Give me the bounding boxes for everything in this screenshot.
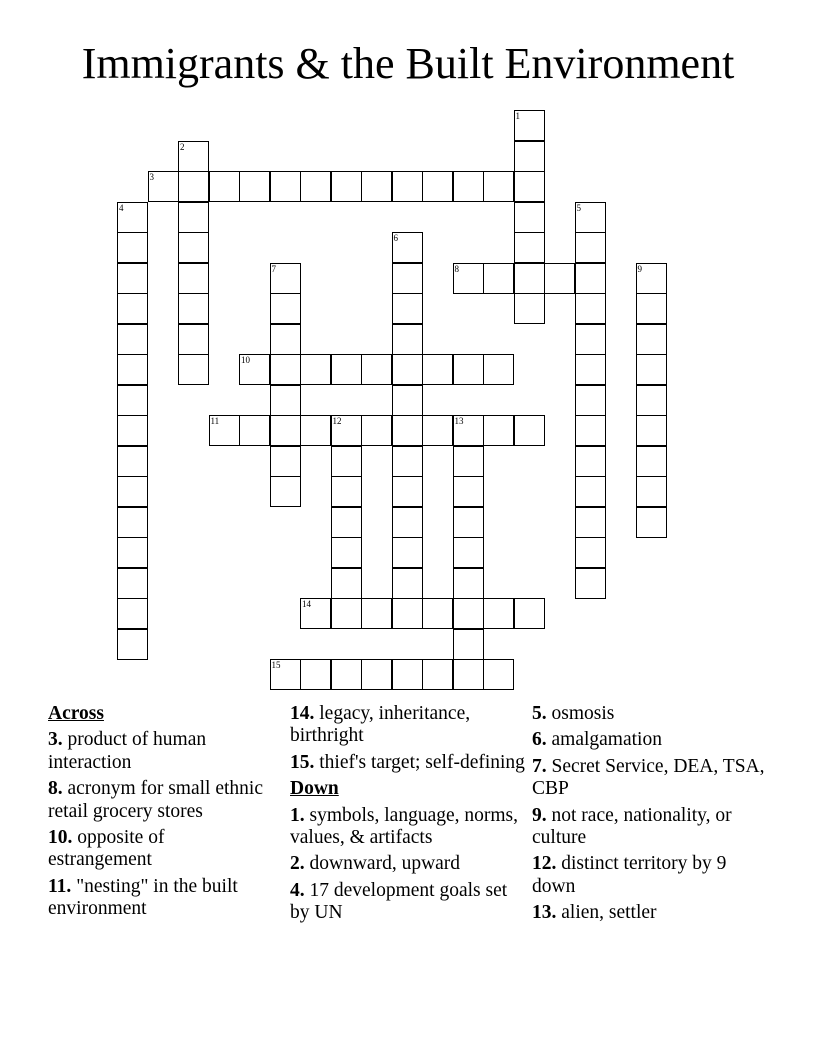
clue-number: 13.: [532, 902, 557, 924]
clue-text: opposite of estrangement: [48, 827, 165, 871]
grid-cell[interactable]: [453, 598, 484, 629]
grid-cell[interactable]: [636, 385, 667, 416]
grid-cell[interactable]: [209, 171, 240, 202]
grid-cell[interactable]: [117, 446, 148, 477]
grid-cell[interactable]: [392, 568, 423, 599]
grid-cell[interactable]: [422, 598, 453, 629]
grid-cell[interactable]: [514, 598, 545, 629]
grid-cell[interactable]: [392, 324, 423, 355]
grid-cell[interactable]: [178, 354, 209, 385]
clue-text: osmosis: [551, 703, 615, 724]
grid-cell[interactable]: [392, 507, 423, 538]
page-title: Immigrants & the Built Environment: [81, 39, 735, 88]
grid-cell[interactable]: [514, 293, 545, 324]
grid-cell[interactable]: [331, 537, 362, 568]
grid-cell[interactable]: [300, 171, 331, 202]
clue-text: distinct territory by 9 down: [532, 853, 727, 897]
grid-cell[interactable]: [575, 415, 606, 446]
grid-cell[interactable]: [514, 232, 545, 263]
grid-cell[interactable]: [239, 354, 270, 385]
down-clue-12: [532, 853, 772, 898]
grid-cell[interactable]: [331, 568, 362, 599]
grid-cell[interactable]: [239, 171, 270, 202]
grid-cell[interactable]: [514, 110, 545, 141]
grid-cell[interactable]: [453, 507, 484, 538]
grid-cell[interactable]: [483, 659, 514, 690]
grid-cell[interactable]: [575, 232, 606, 263]
grid-cell[interactable]: [392, 476, 423, 507]
grid-cell[interactable]: [117, 293, 148, 324]
grid-cell[interactable]: [514, 263, 545, 294]
grid-cell[interactable]: [575, 202, 606, 233]
grid-cell[interactable]: [636, 263, 667, 294]
grid-cell[interactable]: [636, 507, 667, 538]
grid-cell[interactable]: [361, 659, 392, 690]
grid-cell[interactable]: [178, 324, 209, 355]
cell-number: 10: [241, 355, 250, 365]
grid-cell[interactable]: [117, 476, 148, 507]
grid-cell[interactable]: [178, 141, 209, 172]
clue-text: not race, nationality, or culture: [532, 804, 732, 849]
grid-cell[interactable]: [178, 263, 209, 294]
grid-cell[interactable]: [300, 354, 331, 385]
grid-cell[interactable]: [331, 446, 362, 477]
grid-cell[interactable]: [270, 476, 301, 507]
clue-number: 7.: [532, 755, 547, 777]
grid-cell[interactable]: [117, 263, 148, 294]
clue-number: 12.: [532, 853, 557, 875]
grid-cell[interactable]: [575, 568, 606, 599]
grid-cell[interactable]: [178, 202, 209, 233]
grid-cell[interactable]: [575, 385, 606, 416]
grid-cell[interactable]: [239, 415, 270, 446]
cell-number: 12: [332, 416, 342, 426]
grid-cell[interactable]: [117, 385, 148, 416]
grid-cell[interactable]: [422, 354, 453, 385]
clue-number: 1.: [290, 804, 305, 826]
grid-cell[interactable]: [117, 415, 148, 446]
grid-cell[interactable]: [117, 598, 148, 629]
grid-cell[interactable]: [178, 293, 209, 324]
grid-cell[interactable]: [514, 171, 545, 202]
down-clue-5: [532, 703, 772, 725]
grid-cell[interactable]: [331, 476, 362, 507]
down-clue-2: [290, 853, 530, 875]
grid-cell[interactable]: [331, 659, 362, 690]
clue-text: symbols, language, norms, values, & artifacts: [290, 804, 519, 849]
grid-cell[interactable]: [514, 141, 545, 172]
down-clue-7: [532, 756, 772, 801]
across-clue-15: [290, 752, 530, 774]
grid-cell[interactable]: [117, 629, 148, 660]
grid-cell[interactable]: [392, 171, 423, 202]
grid-cell[interactable]: [575, 507, 606, 538]
grid-cell[interactable]: [270, 659, 301, 690]
grid-cell[interactable]: [331, 598, 362, 629]
cell-number: 1: [515, 111, 520, 121]
grid-cell[interactable]: [453, 476, 484, 507]
grid-cell[interactable]: [148, 171, 179, 202]
grid-cell[interactable]: [300, 659, 331, 690]
grid-cell[interactable]: [300, 415, 331, 446]
grid-cell[interactable]: [270, 171, 301, 202]
cell-number: 15: [271, 660, 281, 670]
clue-number: 6.: [532, 729, 547, 751]
grid-cell[interactable]: [392, 446, 423, 477]
grid-cell[interactable]: [331, 354, 362, 385]
down-clue-4: [290, 880, 530, 925]
grid-cell[interactable]: [209, 415, 240, 446]
across-clue-10: [48, 827, 273, 872]
grid-cell[interactable]: [392, 659, 423, 690]
grid-cell[interactable]: [453, 171, 484, 202]
grid-cell[interactable]: [422, 415, 453, 446]
grid-cell[interactable]: [453, 354, 484, 385]
grid-cell[interactable]: [636, 354, 667, 385]
across-heading: Across: [48, 703, 104, 724]
clue-text: amalgamation: [551, 729, 662, 751]
down-clue-6: [532, 729, 772, 751]
cell-number: 3: [149, 172, 154, 182]
cell-number: 11: [210, 416, 220, 426]
grid-cell[interactable]: [270, 385, 301, 416]
clue-text: 17 development goals set by UN: [290, 879, 508, 924]
clues-column-3: [532, 703, 772, 929]
grid-cell[interactable]: [636, 415, 667, 446]
grid-cell[interactable]: [392, 293, 423, 324]
grid-cell[interactable]: [361, 415, 392, 446]
grid-cell[interactable]: [575, 324, 606, 355]
grid-cell[interactable]: [575, 476, 606, 507]
clue-text: legacy, inheritance, birthright: [290, 703, 471, 747]
grid-cell[interactable]: [575, 446, 606, 477]
grid-cell[interactable]: [453, 629, 484, 660]
grid-cell[interactable]: [392, 415, 423, 446]
across-clue-8: [48, 778, 273, 823]
clue-text: thief's target; self-defining: [319, 751, 525, 773]
grid-cell[interactable]: [636, 446, 667, 477]
grid-cell[interactable]: [270, 354, 301, 385]
clue-number: 11.: [48, 875, 72, 897]
grid-cell[interactable]: [117, 568, 148, 599]
cell-number: 14: [302, 599, 311, 609]
grid-cell[interactable]: [422, 659, 453, 690]
cell-number: 13: [454, 416, 464, 426]
across-clue-3: [48, 729, 273, 774]
grid-cell[interactable]: [117, 202, 148, 233]
grid-cell[interactable]: [514, 202, 545, 233]
grid-cell[interactable]: [117, 324, 148, 355]
grid-cell[interactable]: [361, 354, 392, 385]
grid-cell[interactable]: [453, 568, 484, 599]
down-clue-1: [290, 805, 530, 850]
grid-cell[interactable]: [575, 263, 606, 294]
grid-cell[interactable]: [392, 385, 423, 416]
clue-text: acronym for small ethnic retail grocery stores: [48, 778, 263, 822]
grid-cell[interactable]: [483, 354, 514, 385]
grid-cell[interactable]: [117, 354, 148, 385]
grid-cell[interactable]: [331, 507, 362, 538]
cell-number: 6: [393, 233, 398, 243]
grid-cell[interactable]: [117, 232, 148, 263]
grid-cell[interactable]: [636, 293, 667, 324]
cell-number: 5: [576, 202, 581, 213]
grid-cell[interactable]: [361, 171, 392, 202]
grid-cell[interactable]: [392, 232, 423, 263]
grid-cell[interactable]: [636, 476, 667, 507]
grid-cell[interactable]: [331, 171, 362, 202]
grid-cell[interactable]: [483, 415, 514, 446]
grid-cell[interactable]: [361, 598, 392, 629]
grid-cell[interactable]: [483, 263, 514, 294]
clue-number: 8.: [48, 778, 63, 800]
grid-cell[interactable]: [422, 171, 453, 202]
down-heading: Down: [290, 778, 339, 800]
cell-number: 4: [119, 202, 124, 213]
clue-number: 14.: [290, 703, 315, 724]
down-clue-13: [532, 902, 772, 924]
clue-number: 5.: [532, 703, 547, 724]
clue-text: Secret Service, DEA, TSA, CBP: [532, 755, 765, 800]
clue-text: downward, upward: [309, 853, 461, 875]
clue-number: 2.: [290, 853, 305, 875]
grid-cell[interactable]: [636, 324, 667, 355]
grid-cell[interactable]: [392, 354, 423, 385]
cell-number: 8: [454, 263, 459, 274]
grid-cell[interactable]: [270, 324, 301, 355]
grid-cell[interactable]: [117, 507, 148, 538]
clue-text: "nesting" in the built environment: [48, 875, 238, 920]
grid-cell[interactable]: [331, 415, 362, 446]
grid-cell[interactable]: [270, 446, 301, 477]
grid-cell[interactable]: [270, 415, 301, 446]
grid-cell[interactable]: [453, 415, 484, 446]
cell-number: 2: [180, 141, 185, 152]
grid-cell[interactable]: [575, 537, 606, 568]
grid-cell[interactable]: [453, 263, 484, 294]
grid-cell[interactable]: [544, 263, 575, 294]
clues-column-1: [48, 703, 273, 925]
cell-number: 9: [637, 263, 642, 274]
clue-number: 9.: [532, 804, 547, 826]
clue-text: product of human interaction: [48, 729, 207, 773]
grid-cell[interactable]: [575, 293, 606, 324]
down-clue-9: [532, 805, 772, 850]
grid-cell[interactable]: [483, 598, 514, 629]
grid-cell[interactable]: [483, 171, 514, 202]
grid-cell[interactable]: [453, 659, 484, 690]
grid-cell[interactable]: [178, 232, 209, 263]
grid-cell[interactable]: [575, 354, 606, 385]
clue-number: 3.: [48, 729, 63, 751]
grid-cell[interactable]: [270, 263, 301, 294]
across-clue-11: [48, 876, 273, 921]
grid-cell[interactable]: [514, 415, 545, 446]
grid-cell[interactable]: [392, 263, 423, 294]
clues-column-2: [290, 703, 530, 929]
grid-cell[interactable]: [270, 293, 301, 324]
clue-text: alien, settler: [561, 902, 657, 924]
grid-cell[interactable]: [392, 537, 423, 568]
grid-cell[interactable]: [453, 537, 484, 568]
clue-number: 15.: [290, 751, 315, 773]
grid-cell[interactable]: [392, 598, 423, 629]
cell-number: 7: [271, 263, 276, 274]
grid-cell[interactable]: [300, 598, 331, 629]
grid-cell[interactable]: [453, 446, 484, 477]
clue-number: 4.: [290, 879, 305, 901]
clue-number: 10.: [48, 827, 73, 849]
grid-cell[interactable]: [117, 537, 148, 568]
grid-cell[interactable]: [178, 171, 209, 202]
across-clue-14: [290, 703, 530, 748]
